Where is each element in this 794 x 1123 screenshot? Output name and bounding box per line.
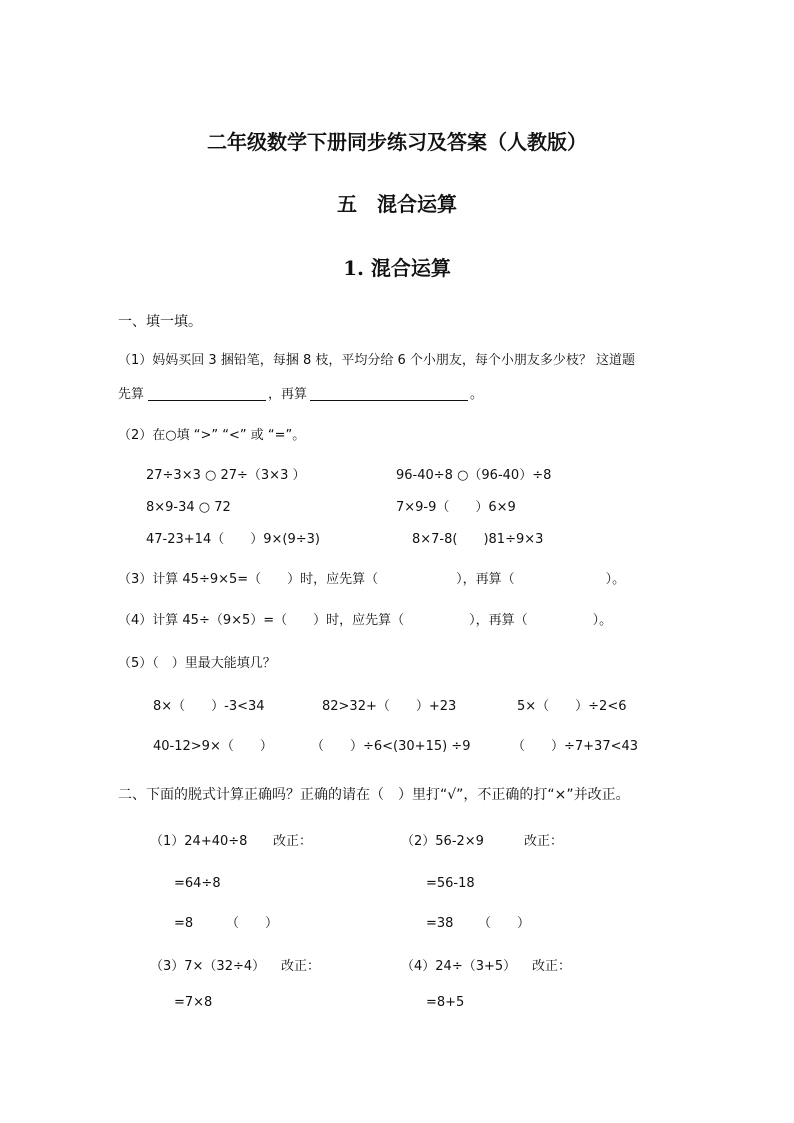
q2-item: 27÷3×3 ○ 27÷（3×3 ） xyxy=(146,468,306,483)
answer-parentheses[interactable]: （ ） xyxy=(478,916,531,931)
q2-item: 8×7-8( )81÷9×3 xyxy=(412,532,544,547)
q1-blank-1[interactable] xyxy=(148,400,266,401)
q5-item: （ ）÷6<(30+15) ÷9 xyxy=(311,739,471,754)
document-title: 二年级数学下册同步练习及答案（人教版） xyxy=(207,130,587,154)
q5-item: 40-12>9×（ ） xyxy=(153,739,273,754)
problem-fix-label: 改正： xyxy=(281,959,321,974)
q5-prompt: （5）（ ）里最大能填几？ xyxy=(118,656,276,671)
problem-fix-label: 改正： xyxy=(524,834,564,849)
q2-prompt: （2）在○填 “>” “<” 或 “=”。 xyxy=(118,428,306,443)
q2-item: 47-23+14（ ）9×(9÷3) xyxy=(146,532,320,547)
q3-text: （3）计算 45÷9×5=（ ）时，应先算（ ），再算（ ）。 xyxy=(118,572,626,587)
q2-item: 8×9-34 ○ 72 xyxy=(146,500,231,515)
lesson-title: 1. 混合运算 xyxy=(343,256,451,280)
q2-item: 7×9-9（ ）6×9 xyxy=(396,500,516,515)
problem-step: =7×8 xyxy=(174,995,213,1010)
q4-text: （4）计算 45÷（9×5）=（ ）时，应先算（ ），再算（ ）。 xyxy=(118,613,613,628)
q5-item: 5×（ ）÷2<6 xyxy=(517,699,627,714)
problem-label: （4）24÷（3+5） xyxy=(401,959,517,974)
problem-fix-label: 改正： xyxy=(532,959,572,974)
problem-label: （1）24+40÷8 xyxy=(150,834,248,849)
problem-label: （3）7×（32÷4） xyxy=(150,959,266,974)
part1-heading: 一、填一填。 xyxy=(118,314,202,330)
q5-item: 8×（ ）-3<34 xyxy=(153,699,265,714)
q5-item: 82>32+（ ）+23 xyxy=(322,699,457,714)
q1-end: 。 xyxy=(470,387,484,402)
q1-line1: （1）妈妈买回 3 捆铅笔，每捆 8 枝，平均分给 6 个小朋友，每个小朋友多少枝？ 这道题 xyxy=(118,353,636,368)
q5-item: （ ）÷7+37<43 xyxy=(512,739,639,754)
q2-item: 96-40÷8 ○（96-40）÷8 xyxy=(396,468,552,483)
problem-step: =56-18 xyxy=(426,876,475,891)
part2-heading: 二、下面的脱式计算正确吗？正确的请在（ ）里打“√”，不正确的打“×”并改正。 xyxy=(118,787,630,803)
problem-fix-label: 改正： xyxy=(273,834,313,849)
answer-parentheses[interactable]: （ ） xyxy=(226,916,279,931)
problem-label: （2）56-2×9 xyxy=(401,834,484,849)
problem-step: =38 xyxy=(426,916,454,931)
unit-title: 五 混合运算 xyxy=(337,192,457,216)
q1-blank-2[interactable] xyxy=(310,400,468,401)
q1-pre: 先算 xyxy=(118,387,145,402)
q1-mid: ，再算 xyxy=(268,387,308,402)
problem-step: =8+5 xyxy=(426,995,465,1010)
problem-step: =64÷8 xyxy=(174,876,221,891)
problem-step: =8 xyxy=(174,916,194,931)
